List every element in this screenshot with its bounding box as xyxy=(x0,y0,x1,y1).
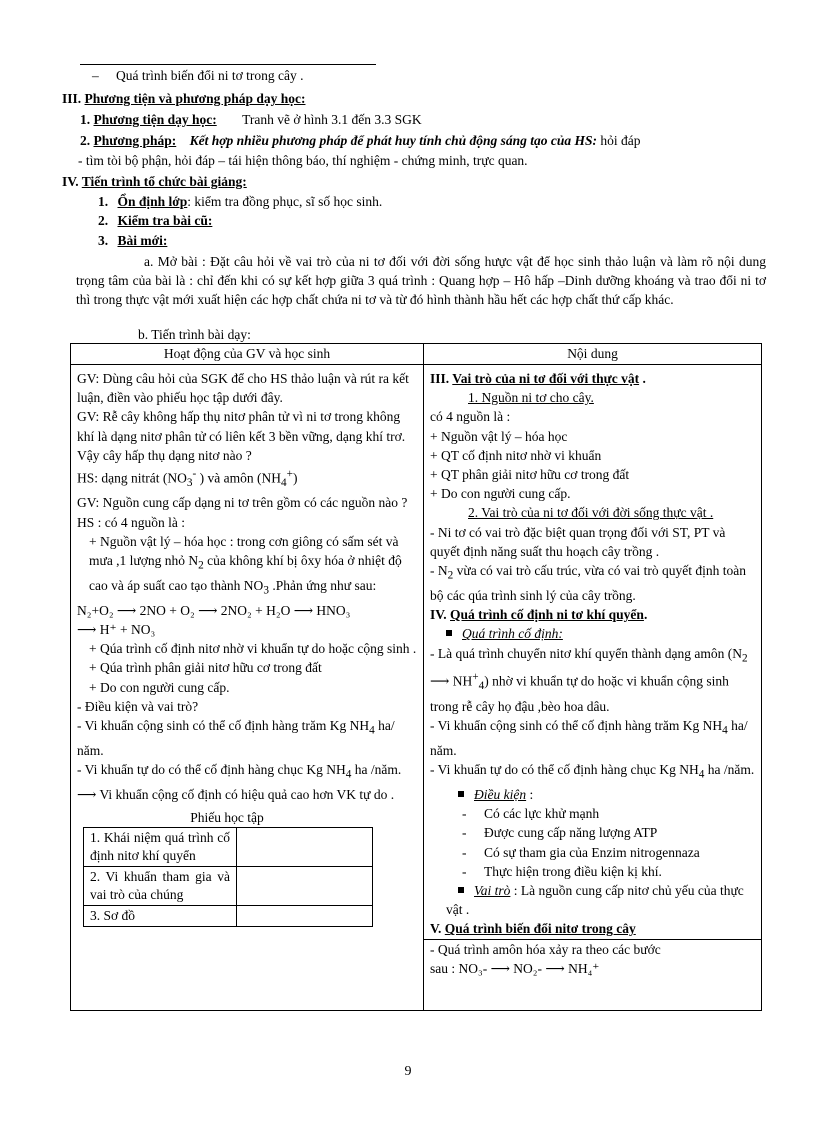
right-r1-b: + QT cố định nitơ nhờ vi khuẩn xyxy=(430,447,602,463)
left-l13: ⟶ Vi khuẩn cộng cố định có hiệu quả cao hơn VK tự do . xyxy=(77,787,395,802)
phieu-title: Phiếu học tập xyxy=(190,810,264,826)
sec3-item1-text: Tranh vẽ ở hình 3.1 đến 3.3 SGK xyxy=(242,112,422,127)
phieu-r2-label: 2. Vi khuẩn tham gia và vai trò của chúng xyxy=(84,867,237,906)
r4-cond-colon: : xyxy=(526,787,534,802)
r4defe: 4 xyxy=(478,680,485,693)
right-r4-def-title-line xyxy=(430,624,757,643)
right-r4-a xyxy=(430,716,757,760)
l3c: - xyxy=(192,468,197,481)
right-sec3-heading xyxy=(430,369,757,388)
paragraph-b: b. Tiến trình bài dạy: xyxy=(138,327,251,342)
r4defd: + xyxy=(472,671,479,684)
r4defb: 2 xyxy=(741,652,748,665)
left-l2: GV: Rễ cây không hấp thụ nitơ phân tử vì ni tơ trong không khí là dạng nitơ phân tử có liên kết 3 bền vững, dạng khí trơ. Vậy cây hấp thụ dạng nitơ nào ? xyxy=(77,409,406,463)
l6c: của không khí bị ôxy hóa ở nhiệt độ cao và áp suất cao tạo thành NO xyxy=(89,553,402,593)
left-eq1: N₂+O₂ ⟶ 2NO + O₂ ⟶ 2NO₂ + H₂O ⟶ HNO₃ xyxy=(77,602,351,618)
l12c: ha /năm. xyxy=(351,762,402,778)
sec4-item1 xyxy=(98,194,382,210)
section-3-heading xyxy=(62,91,305,107)
left-column xyxy=(71,365,424,1011)
r-sec4-dot: . xyxy=(643,607,648,623)
intro-line: Quá trình biến đổi ni tơ trong cây . xyxy=(116,68,304,83)
sec4-item2-label: Kiểm tra bài cũ: xyxy=(117,213,213,228)
sec3-item2-tail: hỏi đáp xyxy=(600,133,641,148)
left-eq2: ⟶ H⁺ + NO₃ xyxy=(77,622,156,637)
bullet-square-icon xyxy=(446,630,452,636)
phieu-row-1 xyxy=(84,828,373,867)
right-r5-b: sau : NO₃- ⟶ NO₂- ⟶ NH₄⁺ xyxy=(430,960,600,976)
section-3-num: III. xyxy=(62,91,82,106)
table-body-row xyxy=(71,365,762,1011)
l3b: 3 xyxy=(186,477,193,490)
sec4-item3-num: 3. xyxy=(98,233,109,248)
section-4-title: Tiến trình tổ chức bài giảng: xyxy=(81,174,247,189)
r2b1: - N xyxy=(430,563,448,579)
left-l12 xyxy=(77,760,419,785)
phieu-r3-cell xyxy=(237,906,373,927)
l11c: ha/ năm. xyxy=(77,718,395,758)
sec4-item3-label: Bài mới: xyxy=(117,233,168,248)
section-3-title: Phương tiện và phương pháp dạy học: xyxy=(84,91,306,106)
sec4-item1-text: : kiểm tra đồng phục, sĩ số học sinh. xyxy=(187,194,383,209)
dash-mark: - xyxy=(462,806,467,822)
phieu-table xyxy=(83,827,373,927)
r4c4: Thực hiện trong điều kiện kị khí. xyxy=(484,863,662,879)
paragraph-a: a. Mở bài : Đặt câu hỏi về vai trò của ni tơ đối với đời sống hưực vật để học sinh thảo luận và làm rõ nội dung trọng tâm của bài là : chỉ đến khi có sự kết hợp giữa 3 quá trình : Quang hợp – Hô hấp –Dinh dưỡng khoáng và trao đổi ni tơ thì trong thực vật mới xuất hiện các hợp chất chứa ni tơ và từ đó hình thành hầu hết các hợp chất thứ cấp khác. xyxy=(76,254,766,307)
right-r4-c3 xyxy=(430,843,757,862)
bullet-square-icon xyxy=(458,791,464,797)
bullet-square-icon xyxy=(458,887,464,893)
l3e: 4 xyxy=(280,477,287,490)
sec4-item1-label: Ổn định lớp xyxy=(117,194,188,209)
sec3-item1-num: 1. xyxy=(80,112,91,127)
r-sec3-dot: . xyxy=(639,371,646,386)
r4defc: ⟶ NH xyxy=(430,673,473,689)
left-l8: + Qúa trình phân giải nitơ hữu cơ trong đất xyxy=(89,660,322,676)
right-r4-c1 xyxy=(430,804,757,823)
right-r4-def xyxy=(430,644,757,716)
sec3-item2 xyxy=(80,133,641,149)
sec3-item2-label: Phương pháp: xyxy=(93,133,177,148)
phieu-r3-label: 3. Sơ đồ xyxy=(84,906,237,927)
r4a2: 4 xyxy=(722,724,728,737)
right-r1-c: + QT phân giải nitơ hữu cơ trong đất xyxy=(430,467,630,483)
l3f: + xyxy=(286,468,293,481)
l6a: + Nguồn vật lý – hóa học : trong cơn giông có sấm sét và mưa ,1 lượng nhỏ N xyxy=(89,533,399,569)
phieu-r1-label: 1. Khái niệm quá trình cố định nitơ khí quyển xyxy=(84,828,237,867)
r4deff: ) nhờ vi khuẩn tự do hoặc vi khuẩn cộng sinh trong rễ cây họ đậu ,bèo hoa dâu. xyxy=(430,673,729,714)
r4defa: - Là quá trình chuyển nitơ khí quyển thành dạng amôn (N xyxy=(430,645,742,661)
l6d: 3 xyxy=(263,584,269,597)
r-sec5-num: V. xyxy=(430,921,442,937)
r2b2: 2 xyxy=(447,569,454,582)
phieu-r1-cell xyxy=(237,828,373,867)
sec3-item2-italic: Kết hợp nhiều phương pháp để phát huy tính chủ động sáng tạo của HS: xyxy=(189,133,598,148)
right-r4-role xyxy=(430,881,757,919)
section-4-heading xyxy=(62,174,247,190)
r4b2: 4 xyxy=(698,768,705,781)
l11b: 4 xyxy=(369,724,375,737)
phieu-row-3 xyxy=(84,906,373,927)
left-l5: HS : có 4 nguồn là : xyxy=(77,514,185,530)
r2b3: vừa có vai trò cấu trúc, vừa có vai trò quyết định toàn bộ các qúa trình sinh lý của cây trồng. xyxy=(430,563,747,603)
right-r4-c2 xyxy=(430,823,757,842)
r4c1: Có các lực khử mạnh xyxy=(484,806,600,822)
l12a: - Vi khuẩn tự do có thể cố định hàng chục Kg NH xyxy=(77,762,346,778)
intro-bullet: – Quá trình biến đổi ni tơ trong cây . xyxy=(92,68,304,83)
sec4-item1-num: 1. xyxy=(98,194,109,209)
left-l3 xyxy=(77,465,419,493)
r4-def-title: Quá trình cố định: xyxy=(462,626,563,642)
r4a1: - Vi khuẩn cộng sinh có thể cố định hàng trăm Kg NH xyxy=(430,718,723,734)
sec3-item2-line2: - tìm tòi bộ phận, hỏi đáp – tái hiện thông báo, thí nghiệm - chứng minh, trực quan. xyxy=(78,153,528,168)
r-sec5-title: Quá trình biến đổi nitơ trong cây xyxy=(444,921,636,937)
right-r5-a: - Quá trình amôn hóa xảy ra theo các bước xyxy=(424,939,761,959)
r-sec4-num: IV. xyxy=(430,607,447,623)
right-sec5-heading xyxy=(430,919,757,938)
left-l9: + Do con người cung cấp. xyxy=(89,679,230,695)
r4c3: Có sự tham gia của Enzim nitrogennaza xyxy=(484,844,700,860)
lesson-table xyxy=(70,343,762,1011)
right-r4-b xyxy=(430,760,757,785)
l3g: ) xyxy=(292,470,298,486)
page-number: 9 xyxy=(404,1064,412,1079)
r-sec3-title: Vai trò của ni tơ đối với thực vật xyxy=(452,371,640,386)
dash-mark: - xyxy=(462,825,467,841)
l12b: 4 xyxy=(345,768,352,781)
sec4-item2-num: 2. xyxy=(98,213,109,228)
sec3-item1-label: Phương tiện dạy học: xyxy=(93,112,217,127)
phieu-r2-cell xyxy=(237,867,373,906)
phieu-row-2 xyxy=(84,867,373,906)
right-r2-b xyxy=(430,561,757,605)
left-l6 xyxy=(77,532,419,601)
r4-role-text: : Là nguồn cung cấp nitơ chủ yếu của thực vật . xyxy=(446,883,744,918)
r4b3: ha /năm. xyxy=(704,762,755,778)
right-r1-a: + Nguồn vật lý – hóa học xyxy=(430,428,568,444)
sec3-item1 xyxy=(80,112,422,128)
l3a: HS: dạng nitrát (NO xyxy=(77,470,187,486)
sec3-item2-num: 2. xyxy=(80,133,91,148)
right-r1-title: 1. Nguồn ni tơ cho cây. xyxy=(468,390,594,406)
section-4-num: IV. xyxy=(62,174,79,189)
dash-mark: - xyxy=(462,863,467,879)
right-sec4-heading xyxy=(430,605,757,624)
top-rule xyxy=(80,64,376,65)
left-column-content xyxy=(71,365,423,931)
l6e: .Phản ứng như sau: xyxy=(268,577,377,593)
left-l1: GV: Dùng câu hỏi của SGK để cho HS thảo luận và rút ra kết luận, điền vào phiếu học tập dưới đây. xyxy=(77,371,409,406)
right-r4-c4 xyxy=(430,862,757,881)
col2-header: Nội dung xyxy=(424,344,762,365)
left-l7: + Qúa trình cố định nitơ nhờ vi khuẩn tự do hoặc cộng sinh . xyxy=(89,641,417,657)
r4-cond-title: Điều kiện xyxy=(474,787,527,802)
l3d: ) và amôn (NH xyxy=(196,470,281,486)
right-r2-a: - Ni tơ có vai trò đặc biệt quan trọng đối với ST, PT và quyết định năng suất thu hoạch cây trồng . xyxy=(430,524,726,559)
l6b: 2 xyxy=(198,559,204,572)
sec4-item2 xyxy=(98,213,212,229)
left-l10: - Điều kiện và vai trò? xyxy=(77,698,199,714)
right-r2-title: 2. Vai trò của ni tơ đối với đời sống thực vật . xyxy=(468,505,714,521)
right-column xyxy=(424,365,762,1011)
r-sec3-num: III. xyxy=(430,371,450,386)
r4-role-title: Vai trò xyxy=(474,883,511,899)
left-l11 xyxy=(77,716,419,760)
right-column-content xyxy=(424,365,761,982)
left-l4: GV: Nguồn cung cấp dạng ni tơ trên gồm có các nguồn nào ? xyxy=(77,495,408,511)
right-r1-intro: có 4 nguồn là : xyxy=(430,409,511,425)
table-header-row xyxy=(71,344,762,365)
l11a: - Vi khuẩn cộng sinh có thể cố định hàng trăm Kg NH xyxy=(77,718,370,734)
col1-header: Hoạt động của GV và học sinh xyxy=(71,344,424,365)
r4a3: ha/ năm. xyxy=(430,718,748,758)
dash-mark: - xyxy=(462,844,467,860)
r-sec4-title: Quá trình cố định ni tơ khí quyển xyxy=(450,607,644,623)
right-r1-d: + Do con người cung cấp. xyxy=(430,486,571,502)
r4c2: Được cung cấp năng lượng ATP xyxy=(484,825,658,841)
sec4-item3 xyxy=(98,233,167,249)
right-r4-cond-title-line xyxy=(430,785,757,804)
r4b1: - Vi khuẩn tự do có thể cố định hàng chục Kg NH xyxy=(430,762,699,778)
